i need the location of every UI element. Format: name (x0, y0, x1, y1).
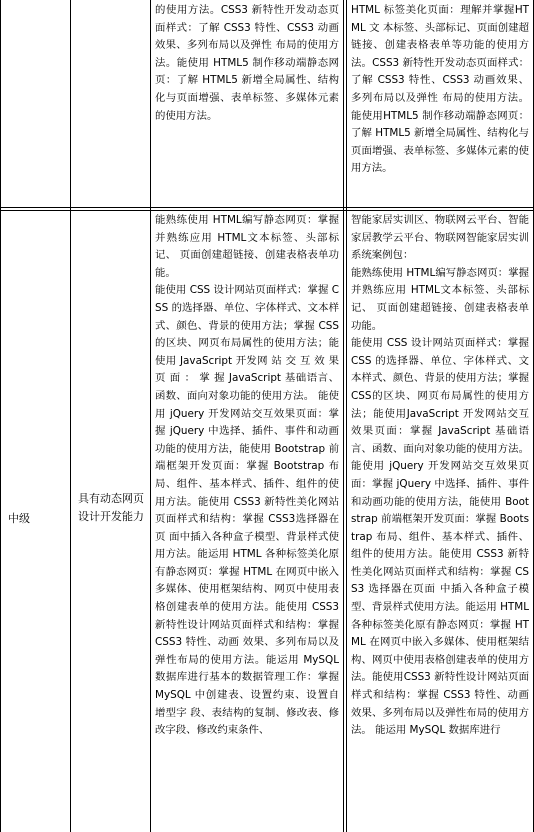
mid-row-col4-paragraph-3: 能使用 CSS 设计网站页面样式：掌握 CSS 的选择器、单位、字体样式、文本样式、颜色、背景的使用方法；掌握 CSS的区块、网页布局属性的使用方法；能使用JavaScript 开发网站交互效果页面：掌握 JavaScript 基础语言、函数、面向对象功能的使用方法。能使用 jQuery 开发网站交互效果页面：掌握 jQuery 中选择、插件、事件和动画功能的使用方法，能使用 Bootstrap 前端框架开发页面：掌握 Bootstrap 布局、组件、基本样式、插件、组件的使用方法。能使用 CSS3 新特性美化网站页面样式和结构：掌握 CSS3 选择器在页面 中插入各种盒子模型、背景样式使用方法。能运用 HTML 各种标签美化原有静态网页：掌握 HTML 在网页中嵌入多媒体、使用框架结构、网页中使用表格创建表单的使用方法。能使用CSS3 新特性设计网站页面样式和结构：掌握 CSS3 特性、动画 效果、多列布局以及弹性布局的使用方法。 能运用 MySQL 数据库进行 (351, 337, 529, 737)
column-divider-1 (70, 0, 71, 832)
top-row-col4-text: HTML 标签美化页面：理解并掌握HTML 文 本标签、头部标记、页面创建超链接、创建表格表单等功能的使用方法。CSS3 新特性开发动态页面样式：了解 CSS3 特性、CSS3 动画效果、多列布局以及弹性 布局的使用方法。能使用HTML5 制作移动端静态网页：了解 HTML5 新增全局属性、结构化与页面增强、表单标签、多媒体元素的使用方法。 (351, 4, 529, 175)
top-row-col3-text: 的使用方法。CSS3 新特性开发动态页面样式：了解 CSS3 特性、CSS3 动画效果、多列布局以及弹性 布局的使用方法。能使用 HTML5 制作移动端静态网页：了解 HTML5 新增全局属性、结构化与页面增强、表单标签、多媒体元素的使用方法。 (155, 4, 339, 122)
column-divider-3 (343, 0, 344, 832)
mid-row-col3-cell (155, 212, 339, 832)
mid-row-col3-paragraph-2: 能使用 CSS 设计网站页面样式：掌握 CSS 的选择器、单位、字体样式、文本样式、颜色、背景的使用方法；掌握 CSS的区块、网页布局属性的使用方法；能使用 JavaScript 开发网 站 交 互 效 果 页 面 ： 掌 握 JavaScript 基础语言、函数、面向对象功能的使用方法。 能使用 jQuery 开发网站交互效果页面：掌握 jQuery 中选择、插件、事件和动画功能的使用方法，能使用 Bootstrap 前端框架开发页面：掌握 Bootstrap 布局、组件、基本样式、插件、组件的使用方法。能使用 CSS3 新特性美化网站页面样式和结构：掌握 CSS3选择器在页 面中插入各种盒子模型、背景样式使用方法。能运用 HTML 各种标签美化原有静态网页：掌握 HTML 在网页中嵌入多媒体、使用框架结构、网页中使用表格创建表单的使用方法。能使用 CSS3 新特性设计网站页面样式和结构：掌握 CSS3 特性、动画 效果、多列布局以及弹性布局的使用方法。能运用 MySQL 数据库进行基本的数据管理工作：掌握 MySQL 中创建表、设置约束、设置自增型字 段、表结构的复制、修改表、修改字段、修改约束条件、 (155, 284, 339, 737)
mid-row-col4-paragraph-2: 能熟练使用 HTML编写静态网页：掌握并熟练应用 HTML文本标签、头部标记、 页面创建超链接、创建表格表单功能。 (351, 266, 529, 332)
mid-row-col4-cell (351, 212, 529, 832)
top-row-col4-cell (351, 2, 529, 206)
row-divider (0, 207, 534, 208)
column-divider-2 (150, 0, 151, 832)
row-divider-b (0, 210, 534, 211)
level-label: 中级 (8, 512, 30, 525)
column-divider-3b (346, 0, 347, 832)
mid-row-col4-paragraph-1: 智能家居实训区、物联网云平台、智能家居教学云平台、物联网智能家居实训系统案例包： (351, 214, 529, 262)
table-border-left (0, 0, 1, 832)
ability-label: 具有动态网页设计开发能力 (78, 492, 144, 523)
mid-row-col3-paragraph-1: 能熟练使用 HTML编写静态网页：掌握并熟练应用 HTML文本标签、头部标记、 页面创建超链接、创建表格表单功能。 (155, 214, 339, 279)
top-row-col3-cell (155, 2, 339, 206)
